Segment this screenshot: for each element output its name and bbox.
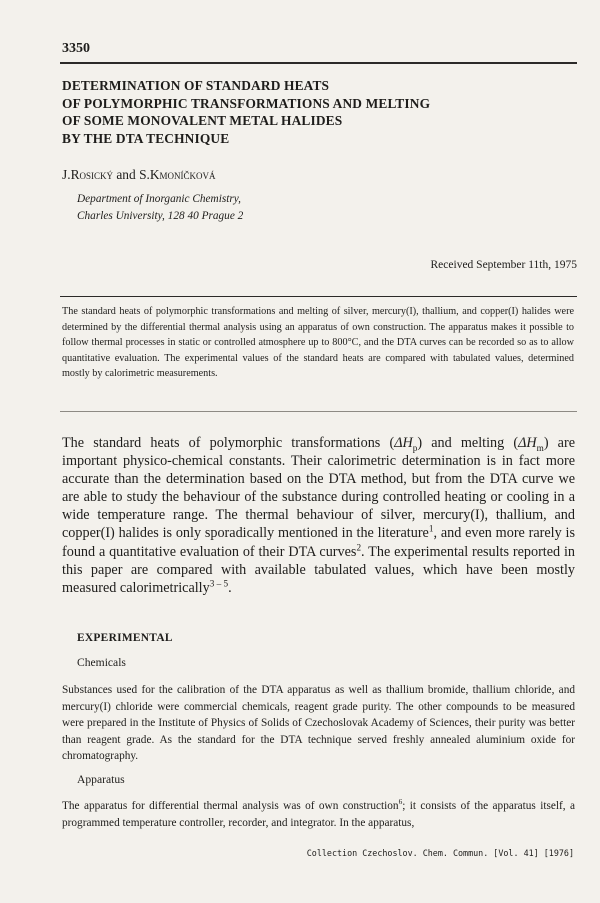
reference-mark: 1	[428, 523, 434, 534]
title-line: DETERMINATION OF STANDARD HEATS	[62, 78, 330, 93]
abstract-top-rule	[60, 296, 577, 297]
received-date: Received September 11th, 1975	[430, 259, 577, 271]
journal-footer: Collection Czechoslov. Chem. Commun. [Vol. 41] [1976]	[306, 848, 574, 858]
title-line: BY THE DTA TECHNIQUE	[62, 130, 230, 146]
section-heading: EXPERIMENTAL	[77, 632, 173, 644]
chemicals-paragraph: Substances used for the calibration of the DTA apparatus as well as thallium bromide, thallium chloride, and mercury(I) chloride were commercial chemicals, reagent grade purity. The other compounds to be measured were prepared in the Institute of Physics of Solids of Czechoslovak Academy of Sciences, their purity was better than reagent grade. As the standard for the DTA technique served freshly annealed aluminium oxide for chromatography.	[62, 684, 575, 763]
intro-text: .	[228, 579, 232, 596]
intro-text: ) are important physico-chemical constants. Their calorimetric determination is in fact more accurate than the determination based on the DTA method, but from the DTA curve we are able to study the behaviour of the substance during controlled heating or cooling in a wide temperature range. The thermal behaviour of silver, mercury(I), thallium, and copper(I) halides is only sporadically mentioned in the literature	[62, 435, 575, 542]
symbol-delta-h: ΔH	[394, 435, 413, 451]
intro-text: The standard heats of polymorphic transformations (	[62, 435, 395, 451]
author-initial: J.	[62, 167, 71, 182]
author-surname: Kmoníčková	[149, 167, 216, 182]
subscript: m	[536, 442, 544, 453]
reference-mark: 2	[356, 541, 362, 552]
intro-text: . The experimental results reported in this paper are compared with available tabulated values, which have been mostly measured calorimetrically	[62, 543, 575, 596]
title-line: OF POLYMORPHIC TRANSFORMATIONS AND MELTING	[62, 95, 431, 111]
apparatus-text: ; it consists of the apparatus itself, a programmed temperature controller, recorder, and integrator. In the apparatus,	[62, 800, 576, 829]
intro-text: ) and melting (	[417, 435, 519, 451]
apparatus-text: The apparatus for differential thermal analysis was of own construction	[62, 800, 399, 812]
authors	[62, 167, 216, 183]
symbol-delta-h: ΔH	[518, 435, 537, 451]
introduction-paragraph	[62, 434, 575, 597]
affiliation	[77, 191, 243, 225]
reference-mark: 6	[398, 797, 403, 807]
apparatus-paragraph	[62, 798, 575, 831]
subscript: p	[412, 442, 418, 453]
page-number: 3350	[62, 41, 90, 56]
subheading-chemicals: Chemicals	[77, 656, 126, 669]
author-surname: Rosický	[70, 167, 113, 182]
intro-text: , and even more rarely is found a quantitative evaluation of their DTA curves	[62, 525, 575, 560]
reference-mark: 3 – 5	[209, 578, 229, 589]
author-initial: S.	[139, 167, 150, 182]
article-title	[62, 77, 572, 147]
affiliation-line: Department of Inorganic Chemistry,	[77, 193, 241, 205]
subheading-apparatus: Apparatus	[77, 773, 125, 786]
author-conjunction: and	[116, 167, 136, 182]
affiliation-line: Charles University, 128 40 Prague 2	[77, 210, 244, 222]
title-line: OF SOME MONOVALENT METAL HALIDES	[62, 113, 343, 128]
header-rule	[60, 62, 577, 64]
abstract: The standard heats of polymorphic transformations and melting of silver, mercury(I), thallium, and copper(I) halides were determined by the differential thermal analysis using an apparatus of own construction. The apparatus makes it possible to follow thermal processes in static or controlled atmosphere up to 800°C, and the DTA curves can be recorded so as to allow quantitative evaluation. The experimental values of the standard heats are compared with tabulated values, determined mostly by calorimetric measurements.	[62, 306, 574, 380]
abstract-bottom-rule	[60, 411, 577, 412]
